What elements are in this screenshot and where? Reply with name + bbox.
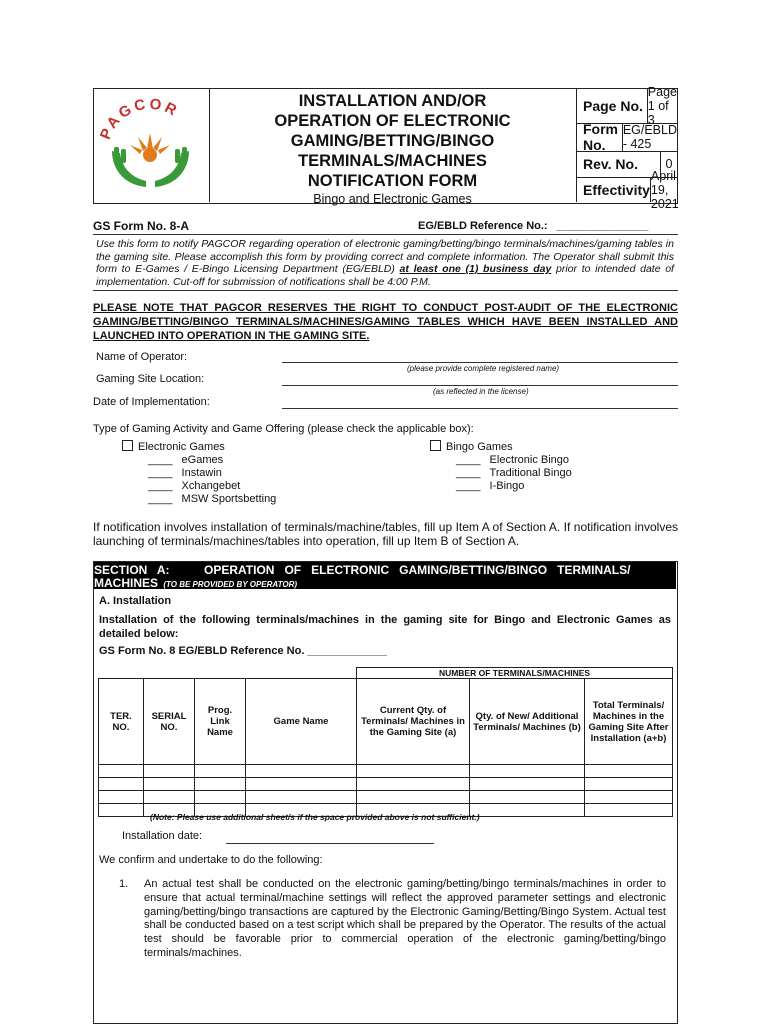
bingo-games-group: Bingo Games ____ Electronic Bingo ____ Traditional Bingo ____ I-Bingo — [430, 440, 572, 493]
table-row[interactable] — [99, 791, 673, 804]
post-audit-notice: PLEASE NOTE THAT PAGCOR RESERVES THE RIGHT TO CONDUCT POST-AUDIT OF THE ELECTRONIC GAMING/BETTING/BINGO TERMINALS/MACHINES/GAMING TABLES WHICH HAVE BEEN INSTALLED AND LAUNCHED INTO OPERATION IN THE GAMING SITE. — [93, 302, 678, 342]
divider — [93, 234, 678, 235]
meta-row: Form No. EG/EBLD - 425 — [576, 123, 677, 152]
date-label: Date of Implementation: — [93, 396, 210, 408]
meta-row: Effectivity April 19, 2021 — [576, 177, 677, 202]
meta-row: Page No. Page 1 of 3 — [576, 89, 677, 124]
electronic-games-checkbox[interactable]: Electronic Games — [122, 440, 276, 454]
item-number: 1. — [119, 878, 129, 890]
confirm-text: We confirm and undertake to do the following: — [99, 854, 323, 866]
bingo-games-checkbox[interactable]: Bingo Games — [430, 440, 572, 454]
svg-text:PAGCOR: PAGCOR — [96, 95, 182, 142]
instructions: Use this form to notify PAGCOR regarding operation of electronic gaming/betting/bingo terminals/machines/gaming tables in the gaming site. Please accomplish this form by providing correct and complete information. The Operator shall submit this form to E-Games / E-Bingo Licensing Department (EG/EBLD) at least one (1) business day prior to intended date of implementation. Cut-off for submission of notifications shall be 4:00 P.M. — [96, 238, 674, 288]
electronic-games-group: Electronic Games ____ eGames ____ Instawin ____ Xchangebet ____ MSW Sportsbetting — [122, 440, 276, 506]
site-hint: (as reflected in the license) — [433, 387, 529, 396]
form-title-block — [209, 89, 577, 206]
form-header — [93, 85, 679, 211]
col-prog-link: Prog. Link Name — [195, 679, 246, 765]
operator-label: Name of Operator: — [96, 351, 188, 363]
undertaking-item-1: An actual test shall be conducted on the electronic gaming/betting/bingo terminals/machines in order to ensure that actual terminal/machine settings will reflect the approved parameter settings and electronic gaming/betting/bingo transactions are captured by the Electronic Gaming/Betting/Bingo System. Actual test shall be conducted based on a test script which shall be prepared by the Operator. The results of the actual test should be favorable prior to commercial operation of the electronic gaming/betting/bingo terminals/machines. — [144, 878, 666, 959]
gs-form-no: GS Form No. 8-A — [93, 219, 190, 233]
divider — [93, 290, 678, 291]
installation-date-label: Installation date: — [122, 830, 203, 842]
col-total: Total Terminals/ Machines in the Gaming Site After Installation (a+b) — [585, 679, 673, 765]
col-game-name: Game Name — [246, 679, 357, 765]
site-label: Gaming Site Location: — [96, 373, 205, 385]
checkbox-icon[interactable] — [430, 440, 441, 451]
pagcor-logo-icon — [94, 89, 207, 201]
reference-label: EG/EBLD Reference No.: _______________ — [418, 220, 649, 232]
col-current-qty: Current Qty. of Terminals/ Machines in the Gaming Site (a) — [357, 679, 470, 765]
activity-prompt: Type of Gaming Activity and Game Offering (please check the applicable box): — [93, 423, 474, 435]
col-new-qty: Qty. of New/ Additional Terminals/ Machines (b) — [470, 679, 585, 765]
item-a-heading: A. Installation — [99, 595, 172, 607]
pagcor-logo — [94, 89, 210, 202]
form-subtitle: Bingo and Electronic Games — [313, 192, 472, 206]
operator-field[interactable] — [282, 362, 678, 363]
installation-date-field[interactable] — [226, 843, 434, 844]
col-ter-no: TER. NO. — [99, 679, 144, 765]
section-a — [93, 561, 678, 1024]
date-field[interactable] — [282, 408, 678, 409]
form-title: INSTALLATION AND/OR OPERATION OF ELECTRONIC GAMING/BETTING/BINGO TERMINALS/MACHINES NOTIFICATION FORM — [274, 92, 511, 190]
form-meta-grid — [576, 85, 679, 211]
site-field[interactable] — [282, 385, 678, 386]
table-note: (Note: Please use additional sheet/s if the space provided above is not sufficient.) — [150, 812, 480, 822]
col-serial-no: SERIAL NO. — [144, 679, 195, 765]
operator-hint: (please provide complete registered name) — [407, 364, 560, 373]
item-a-description: Installation of the following terminals/machines in the gaming site for Bingo and Electronic Games as detailed below: — [99, 614, 671, 640]
checkbox-icon[interactable] — [122, 440, 133, 451]
notification-note: If notification involves installation of terminals/machine/tables, fill up Item A of Section A. If notification involves launching of terminals/machines/tables into operation, fill up Item B of Section A. — [93, 520, 678, 548]
meta-row: Rev. No. 0 — [576, 151, 677, 178]
section-a-header: SECTION A: OPERATION OF ELECTRONIC GAMING/BETTING/BINGO TERMINALS/ MACHINES (TO BE PROVIDED BY OPERATOR) — [94, 562, 676, 589]
installation-table — [98, 667, 673, 817]
group-header: NUMBER OF TERMINALS/MACHINES — [357, 668, 673, 679]
table-row[interactable] — [99, 778, 673, 791]
gs-form-8-reference: GS Form No. 8 EG/EBLD Reference No. _____________ — [99, 645, 387, 657]
table-row[interactable] — [99, 765, 673, 778]
